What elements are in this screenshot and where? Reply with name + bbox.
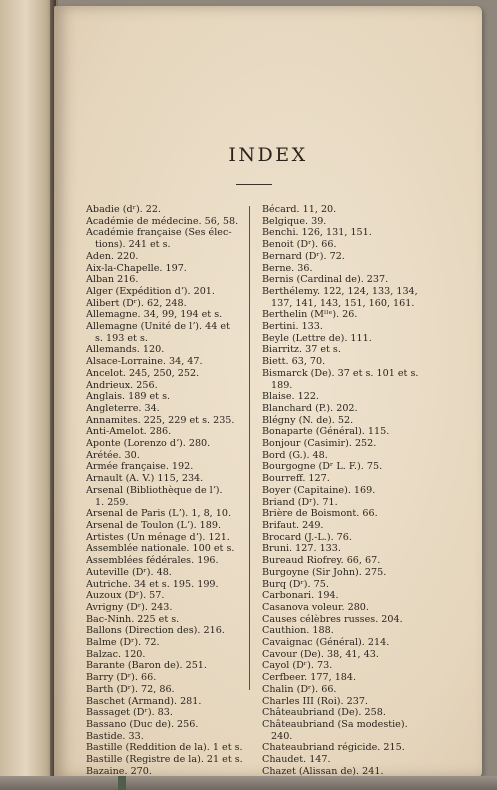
index-entry: Bord (G.). 48. [262,449,328,461]
index-entry: Aden. 220. [86,250,139,262]
index-entry: Avrigny (Dʳ). 243. [86,601,173,613]
index-entry: Auzoux (Dʳ). 57. [86,590,165,602]
index-entry: Assemblées fédérales. 196. [86,555,219,567]
index-entry: Bourreff. 127. [262,473,330,485]
index-entry: Allemands. 120. [86,344,165,356]
index-entry: Blégny (N. de). 52. [262,414,354,426]
index-entry: Aix-la-Chapelle. 197. [86,262,187,274]
index-entry: Arsenal de Paris (Lʼ). 1, 8, 10. [86,508,232,520]
index-entry: Cavour (De). 38, 41, 43. [262,648,379,660]
index-entry: Alger (Expédition dʼ). 201. [86,285,215,297]
index-entry: 240. [271,730,293,742]
index-entry: Brière de Boismont. 66. [262,508,378,520]
index-entry: Berne. 36. [262,262,313,274]
index-entry: Cauthion. 188. [262,625,334,637]
index-entry: Brifaut. 249. [262,519,324,531]
index-entry: Bassaget (Dʳ). 83. [86,707,173,719]
index-entry: Alibert (Dʳ). 62, 248. [86,297,187,309]
index-entry: Allemagne (Unité de lʼ). 44 et [86,321,230,333]
index-entry: Bastille (Reddition de la). 1 et s. [86,742,243,754]
index-entry: Bureaud Riofrey. 66, 67. [262,555,381,567]
index-entry: Bruni. 127. 133. [262,543,341,555]
index-entry: Alsace-Lorraine. 34, 47. [86,356,203,368]
index-entry: Biett. 63, 70. [262,356,326,368]
index-entry: Berthelin (Mˡˡᵉ). 26. [262,309,358,321]
index-entry: Blaise. 122. [262,391,319,403]
index-entry: Cavaignac (Général). 214. [262,637,390,649]
index-entry: Bernard (Dʳ). 72. [262,250,345,262]
index-entry: Ancelot. 245, 250, 252. [86,367,200,379]
index-entry: Auteville (Dʳ). 48. [86,566,172,578]
index-entry: Bonaparte (Général). 115. [262,426,390,438]
book-bottom-edge [0,776,497,790]
index-entry: Académie française (Ses élec- [86,227,232,239]
index-entry: Abadie (dʳ). 22. [86,204,162,215]
index-entry: Bismarck (De). 37 et s. 101 et s. [262,367,419,379]
index-entry: Arsenal (Bibliothèque de lʼ). [86,484,223,496]
index-entry: 189. [271,379,293,391]
index-entry: Bazaine. 270. [86,765,152,777]
index-entry: Arsenal de Toulon (Lʼ). 189. [86,519,222,531]
index-entry: Berthélemy. 122, 124, 133, 134, [262,285,418,297]
index-entry: Bassano (Duc de). 256. [86,718,199,730]
index-entry: Benoit (Dʳ). 66. [262,239,337,251]
index-entry: Blanchard (P.). 202. [262,402,358,414]
index-entry: Bastille (Registre de la). 21 et s. [86,754,243,766]
index-entry: Bécard. 11, 20. [262,204,337,215]
index-entry: Brocard (J.-L.). 76. [262,531,352,543]
index-entry: Allemagne. 34, 99, 194 et s. [86,309,223,321]
index-entry: Biarritz. 37 et s. [262,344,341,356]
index-entry: Annamites. 225, 229 et s. 235. [86,414,235,426]
index-column-left [86,204,246,777]
index-entry: Bernis (Cardinal de). 237. [262,274,389,286]
index-entry: Artistes (Un ménage dʼ). 121. [86,531,230,543]
index-entry: Baschet (Armand). 281. [86,695,202,707]
index-entry: Ballons (Direction des). 216. [86,625,225,637]
index-entry: Arétée. 30. [86,449,140,461]
column-divider [249,206,250,690]
index-entry: Autriche. 34 et s. 195. 199. [86,578,219,590]
bookmark-ribbon [118,776,126,790]
index-entry: Briand (Dʳ). 71. [262,496,338,508]
index-entry: Cayol (Dʳ). 73. [262,660,333,672]
index-entry: Causes célèbres russes. 204. [262,613,403,625]
index-entry: Belgique. 39. [262,215,327,227]
index-entry: 1. 259. [95,496,129,508]
index-entry: Boyer (Capitaine). 169. [262,484,376,496]
index-entry: Beyle (Lettre de). 111. [262,332,372,344]
index-column-right [262,204,430,777]
index-entry: Bastide. 33. [86,730,144,742]
index-entry: Charles III (Roi). 237. [262,695,368,707]
index-entry: Bourgogne (Dʳ L. F.). 75. [262,461,383,473]
index-entry: Anti-Amelot. 286. [86,426,172,438]
index-entry: Cerfbeer. 177, 184. [262,672,357,684]
index-entry: Andrieux. 256. [86,379,158,391]
index-entry: Châteaubriand (Sa modestie). [262,718,408,730]
index-entry: Balme (Dʳ). 72. [86,637,160,649]
index-entry: Burq (Dʳ). 75. [262,578,329,590]
index-entry: s. 193 et s. [95,332,148,344]
index-entry: Anglais. 189 et s. [86,391,171,403]
index-entry: Barante (Baron de). 251. [86,660,207,672]
index-entry: Chateaubriand régicide. 215. [262,742,405,754]
index-entry: Chalin (Dʳ). 66. [262,683,337,695]
index-entry: Académie de médecine. 56, 58. [86,215,239,227]
index-entry: Balzac. 120. [86,648,146,660]
index-entry: Bonjour (Casimir). 252. [262,438,377,450]
page-title: INDEX [228,144,308,166]
index-entry: Armée française. 192. [86,461,194,473]
index-entry: Bac-Ninh. 225 et s. [86,613,180,625]
index-entry: Casanova voleur. 280. [262,601,369,613]
index-entry: Angleterre. 34. [86,402,160,414]
index-entry: Benchi. 126, 131, 151. [262,227,372,239]
index-entry: Barry (Dʳ). 66. [86,672,157,684]
index-entry: Barth (Dʳ). 72, 86. [86,683,175,695]
index-entry: tions). 241 et s. [95,239,171,251]
index-entry: Châteaubriand (De). 258. [262,707,386,719]
index-entry: 137, 141, 143, 151, 160, 161. [271,297,415,309]
index-entry: Bertini. 133. [262,321,323,333]
index-entry: Arnault (A. V.) 115, 234. [86,473,204,485]
index-entry: Chaudet. 147. [262,754,331,766]
title-rule [236,184,272,185]
index-entry: Chazet (Alissan de). 241. [262,765,384,777]
index-entry: Burgoyne (Sir John). 275. [262,566,387,578]
index-entry: Alban 216. [86,274,139,286]
index-entry: Aponte (Lorenzo dʼ). 280. [86,438,211,450]
index-entry: Assemblée nationale. 100 et s. [86,543,235,555]
index-entry: Carbonari. 194. [262,590,339,602]
